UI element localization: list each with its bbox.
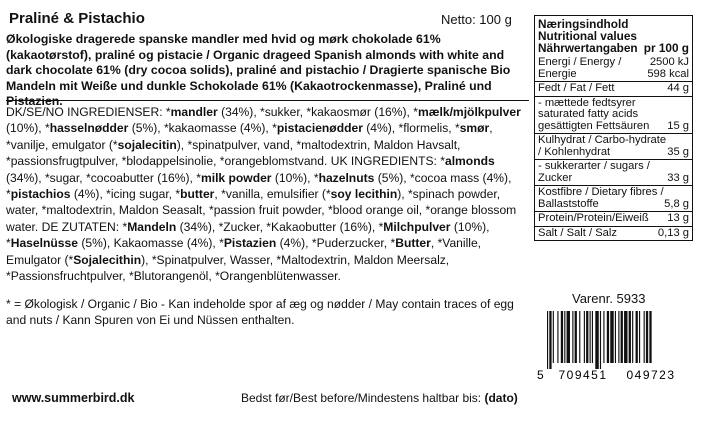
nutrition-row bbox=[535, 81, 692, 96]
barcode-bar bbox=[636, 311, 638, 363]
allergen-text: pistachios bbox=[10, 187, 71, 202]
ingredient-text: (4%), *icing sugar, * bbox=[70, 187, 181, 202]
ingredient-text: , *vanilje, emulgator (* bbox=[6, 121, 493, 152]
barcode-bar bbox=[632, 311, 633, 363]
nutrition-row bbox=[535, 56, 692, 81]
barcode-bar bbox=[644, 311, 645, 363]
barcode-bar bbox=[584, 311, 585, 363]
ingredient-text: (34%), *sugar, *cocoabutter (16%), * bbox=[6, 170, 201, 185]
barcode-bar bbox=[649, 311, 651, 363]
nutrition-header-label: Næringsindhold Nutritional values Nährwertangaben bbox=[538, 17, 638, 55]
barcode-bar bbox=[557, 311, 558, 363]
nutrition-label: Kulhydrat / Carbo-hydrate / Kohlenhydrat bbox=[538, 134, 667, 158]
ingredient-text: (4%), *Puderzucker, * bbox=[276, 236, 396, 251]
nutrition-header bbox=[535, 16, 692, 56]
barcode-bar bbox=[646, 311, 648, 363]
nutrition-label: Protein/Protein/Eiweiß bbox=[538, 212, 649, 224]
nutrition-value: 5,8 g bbox=[664, 197, 689, 210]
barcode-bar bbox=[567, 311, 570, 363]
nutrition-value: 44 g bbox=[667, 82, 689, 94]
nutrition-value: 35 g bbox=[667, 145, 689, 158]
ingredient-text: (5%), *cocoa mass (4%), * bbox=[6, 170, 512, 202]
barcode-bar bbox=[621, 311, 623, 363]
nutrition-label: Salt / Salt / Salz bbox=[538, 226, 617, 239]
allergen-text: hazelnuts bbox=[318, 170, 375, 185]
allergen-text: sojalecitin bbox=[117, 137, 177, 152]
ingredient-text: ), *Spinatpulver, Wasser, *Maltodextrin, Maldon Meersalz, *Passionsfruchtpulver, *Blutorangenöl, *Orangenblütenwasser. bbox=[6, 252, 450, 284]
nutrition-value: 33 g bbox=[667, 171, 689, 184]
item-number: Varenr. 5933 bbox=[572, 291, 646, 306]
barcode-bar bbox=[624, 311, 627, 363]
barcode-bar bbox=[629, 311, 631, 363]
barcode-digits-right: 049723 bbox=[626, 368, 676, 382]
best-before-value: (dato) bbox=[484, 391, 518, 405]
barcode-bar bbox=[595, 311, 598, 369]
allergen-text: Sojalecithin bbox=[73, 252, 142, 267]
allergen-text: pistacienødder bbox=[276, 121, 363, 136]
allergen-text: Pistazien bbox=[223, 236, 277, 251]
nutrition-row bbox=[535, 96, 692, 134]
barcode-bars bbox=[547, 311, 652, 369]
allergen-text: almonds bbox=[444, 154, 495, 169]
barcode-bar bbox=[547, 311, 548, 369]
barcode-bar bbox=[561, 311, 563, 363]
nutrition-label: - mættede fedtsyrer saturated fatty acids gesättigten Fettsäuren bbox=[538, 96, 650, 132]
allergen-text: Haselnüsse bbox=[10, 236, 78, 251]
best-before bbox=[241, 391, 518, 405]
ingredient-text: (5%), *kakaomasse (4%), * bbox=[128, 121, 277, 136]
barcode-bar bbox=[618, 311, 619, 363]
barcode-bar bbox=[610, 311, 613, 363]
ingredient-text: DK/SE/NO INGREDIENSER: * bbox=[6, 105, 171, 119]
ingredient-text: (10%), * bbox=[6, 219, 490, 251]
ingredient-text: (10%), * bbox=[271, 170, 319, 185]
allergen-text: smør bbox=[459, 121, 490, 136]
allergen-text: mandler bbox=[170, 105, 218, 119]
nutrition-label: Kostfibre / Dietary fibres / Ballaststoffe bbox=[538, 186, 664, 210]
website-url: www.summerbird.dk bbox=[12, 391, 135, 405]
ingredients-list bbox=[6, 104, 529, 284]
net-weight: Netto: 100 g bbox=[441, 12, 512, 27]
ingredient-text: ), *spinatpulver, vand, *maltodextrin, Maldon Havsalt, *passionsfrugtpulver, *blodappelsinolie, *orangeblomstvand. UK INGREDIENTS: * bbox=[6, 137, 461, 169]
ingredient-text: , *vanilla, emulsifier (* bbox=[214, 187, 331, 202]
nutrition-rows bbox=[535, 56, 692, 240]
nutrition-row bbox=[535, 211, 692, 226]
barcode-bar bbox=[575, 311, 577, 363]
ingredient-text: (34%), *sukker, *kakaosmør (16%), * bbox=[217, 105, 418, 119]
barcode-bar bbox=[615, 311, 616, 363]
nutrition-row bbox=[535, 133, 692, 159]
ingredient-text: (5%), Kakaomasse (4%), * bbox=[77, 236, 224, 251]
barcode-digit-first: 5 bbox=[537, 368, 544, 382]
ingredient-text: (34%), *Zucker, *Kakaobutter (16%), * bbox=[176, 219, 384, 234]
divider bbox=[6, 100, 529, 101]
organic-allergen-note: * = Økologisk / Organic / Bio - Kan indeholde spor af æg og nødder / May contain traces of egg and nuts / Kann Spuren von Ei und Nüssen enthalten. bbox=[6, 297, 514, 328]
allergen-text: Butter bbox=[395, 236, 431, 251]
nutrition-label: Fedt / Fat / Fett bbox=[538, 82, 615, 94]
nutrition-header-unit: pr 100 g bbox=[643, 41, 689, 55]
barcode-digits-left: 709451 bbox=[558, 368, 608, 382]
nutrition-label: - sukkerarter / sugars / Zucker bbox=[538, 160, 650, 184]
ingredient-text: , *Vanille, Emulgator (* bbox=[6, 236, 482, 267]
nutrition-row bbox=[535, 185, 692, 211]
allergen-text: hasselnødder bbox=[49, 121, 129, 136]
barcode-bar bbox=[549, 311, 551, 369]
barcode-bar bbox=[592, 311, 593, 363]
nutrition-table bbox=[534, 15, 693, 241]
barcode bbox=[533, 311, 695, 383]
nutrition-row bbox=[535, 226, 692, 241]
allergen-text: soy lecithin bbox=[330, 187, 398, 202]
barcode-bar bbox=[639, 311, 640, 363]
barcode-bar bbox=[579, 311, 580, 363]
nutrition-value: 15 g bbox=[667, 119, 689, 132]
barcode-bar bbox=[590, 311, 591, 363]
nutrition-label: Energi / Energy / Energie bbox=[538, 56, 622, 80]
barcode-bar bbox=[586, 311, 588, 363]
barcode-bar bbox=[572, 311, 573, 363]
allergen-text: Mandeln bbox=[127, 219, 177, 234]
allergen-text: milk powder bbox=[200, 170, 272, 185]
barcode-bar bbox=[603, 311, 604, 363]
barcode-bar bbox=[600, 311, 601, 369]
ingredient-text: ), *spinach powder, water, *maltodextrin, Maldon Seasalt, *passion fruit powder, *blood orange oil, *orange blossom water. DE ZUTATEN: * bbox=[6, 187, 517, 234]
product-description: Økologiske dragerede spanske mandler med hvid og mørk chokolade 61% (kakaotørstof), praliné og pistacie / Organic drageed Spanish almonds with white and dark chocolate 61% (dry cocoa solids), praliné and pistachio / Dragierte spanische Bio Mandeln mit Weiße und dunkle Schokolade 61% (Kakaotrockenmasse), Praliné und Pistazien. bbox=[6, 32, 511, 109]
ingredient-text: (10%), * bbox=[6, 121, 50, 136]
barcode-bar bbox=[553, 311, 554, 363]
product-title: Praliné & Pistachio bbox=[9, 10, 145, 27]
barcode-bar bbox=[564, 311, 565, 363]
best-before-label: Bedst før/Best before/Mindestens haltbar bis: bbox=[241, 391, 485, 405]
ingredient-text: (4%), *flormelis, * bbox=[362, 121, 460, 136]
nutrition-value: 2500 kJ 598 kcal bbox=[647, 56, 689, 80]
barcode-bar bbox=[607, 311, 609, 363]
nutrition-row bbox=[535, 159, 692, 185]
allergen-text: Milchpulver bbox=[383, 219, 451, 234]
allergen-text: butter bbox=[180, 187, 215, 202]
nutrition-value: 13 g bbox=[667, 212, 689, 224]
allergen-text: mælk/mjölkpulver bbox=[417, 105, 521, 119]
nutrition-value: 0,13 g bbox=[657, 226, 689, 239]
